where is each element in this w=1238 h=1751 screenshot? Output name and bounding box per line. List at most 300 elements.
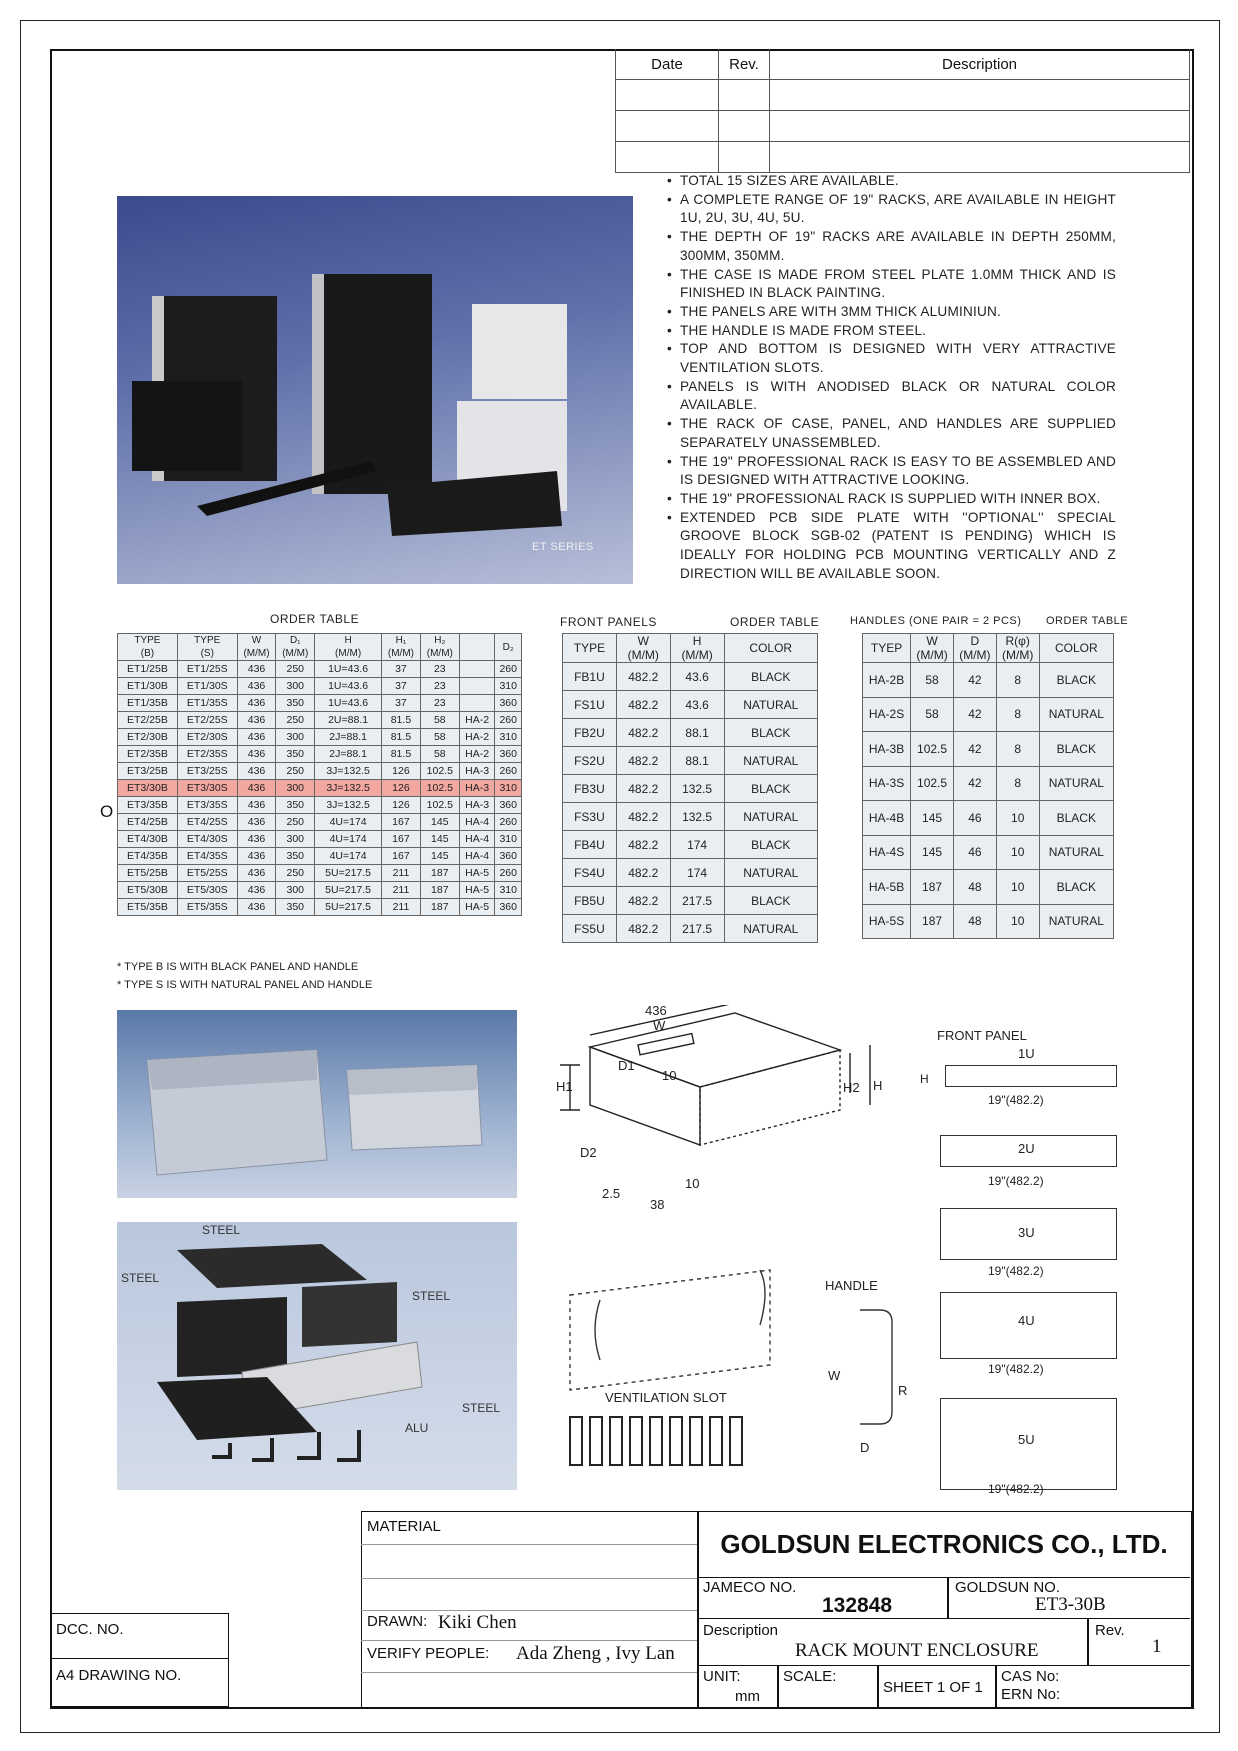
table-row: [118, 865, 522, 882]
table-cell: HA-2S: [863, 697, 911, 732]
table-cell: 482.2: [616, 691, 670, 719]
table-cell: ET5/35S: [177, 899, 237, 916]
table-cell: 2U=88.1: [315, 712, 382, 729]
table-cell: 37: [382, 695, 421, 712]
dim-38: 38: [650, 1197, 665, 1212]
panel-label-4u: 4U: [1018, 1313, 1035, 1328]
table-cell: 10: [996, 904, 1039, 939]
table-row: [863, 904, 1114, 939]
panel-width-1u: 19"(482.2): [988, 1093, 1044, 1107]
table-cell: 360: [495, 848, 522, 865]
table-cell: BLACK: [1039, 732, 1113, 767]
table-cell: ET5/30S: [177, 882, 237, 899]
table-cell: 260: [495, 763, 522, 780]
table-cell: 2J=88.1: [315, 729, 382, 746]
table-cell: ET5/35B: [118, 899, 178, 916]
table-cell: ET2/30S: [177, 729, 237, 746]
table-cell: 217.5: [670, 915, 724, 943]
table-cell: ET5/30B: [118, 882, 178, 899]
table-cell: HA-2: [459, 729, 495, 746]
table-row: [118, 746, 522, 763]
table-cell: ET4/30S: [177, 831, 237, 848]
table-cell: HA-4S: [863, 835, 911, 870]
table-cell: NATURAL: [724, 803, 817, 831]
table-cell: 132.5: [670, 803, 724, 831]
table-cell: 3J=132.5: [315, 780, 382, 797]
goldsun-number: ET3-30B: [1035, 1594, 1106, 1615]
table-cell: 260: [495, 814, 522, 831]
goldsun-label: GOLDSUN NO.: [955, 1579, 1061, 1596]
table-cell: ET5/25B: [118, 865, 178, 882]
table-cell: ET3/35B: [118, 797, 178, 814]
table-cell: 81.5: [382, 729, 421, 746]
table-cell: 482.2: [616, 859, 670, 887]
table-cell: 8: [996, 663, 1039, 698]
panel-label-5u: 5U: [1018, 1432, 1035, 1447]
handle-title: HANDLE: [825, 1278, 878, 1293]
table-row: [118, 899, 522, 916]
table-cell: 436: [237, 848, 276, 865]
table-cell: 211: [382, 899, 421, 916]
table-cell: 482.2: [616, 719, 670, 747]
handle-r: R: [898, 1383, 908, 1398]
table-cell: ET2/35B: [118, 746, 178, 763]
feature-item: • THE PANELS ARE WITH 3MM THICK ALUMINIUN.: [680, 303, 1116, 322]
feature-item: • PANELS IS WITH ANODISED BLACK OR NATURAL COLOR AVAILABLE.: [680, 378, 1116, 415]
handles-header: W (M/M): [911, 634, 954, 663]
dim-d1: D1: [618, 1058, 635, 1073]
order-table: [117, 633, 522, 916]
table-cell: HA-4: [459, 848, 495, 865]
dim-h: H: [873, 1078, 883, 1093]
table-cell: 187: [911, 870, 954, 905]
table-cell: 250: [276, 712, 315, 729]
table-row: [118, 661, 522, 678]
company-name: GOLDSUN ELECTRONICS CO., LTD.: [720, 1529, 1168, 1559]
rev-description-header: Description: [770, 49, 1190, 80]
table-cell: FS3U: [563, 803, 617, 831]
table-cell: 211: [382, 865, 421, 882]
table-cell: FB1U: [563, 663, 617, 691]
inner-box-illustration: [117, 1010, 517, 1198]
table-cell: 360: [495, 695, 522, 712]
table-cell: 482.2: [616, 663, 670, 691]
dcc-label: DCC. NO.: [56, 1621, 124, 1638]
table-cell: 174: [670, 831, 724, 859]
dim-10b: 10: [685, 1176, 700, 1191]
table-cell: HA-5: [459, 865, 495, 882]
table-cell: 8: [996, 732, 1039, 767]
table-cell: 250: [276, 661, 315, 678]
table-row: [563, 915, 818, 943]
dim-d2: D2: [580, 1145, 597, 1160]
table-cell: 3J=132.5: [315, 797, 382, 814]
table-cell: 8: [996, 697, 1039, 732]
table-cell: 167: [382, 814, 421, 831]
table-cell: 310: [495, 678, 522, 695]
panel-label-2u: 2U: [1018, 1141, 1035, 1156]
table-row: [118, 780, 522, 797]
table-cell: FB3U: [563, 775, 617, 803]
handles-header: R(φ) (M/M): [996, 634, 1039, 663]
table-cell: BLACK: [1039, 801, 1113, 836]
table-cell: FB2U: [563, 719, 617, 747]
table-cell: 250: [276, 814, 315, 831]
table-cell: ET1/30B: [118, 678, 178, 695]
table-cell: 43.6: [670, 663, 724, 691]
table-cell: 58: [911, 663, 954, 698]
feature-item: • THE 19" PROFESSIONAL RACK IS EASY TO BE ASSEMBLED AND IS DESIGNED WITH ATTRACTIVE LOOKING.: [680, 453, 1116, 490]
table-cell: 482.2: [616, 887, 670, 915]
table-cell: 58: [911, 697, 954, 732]
table-cell: 482.2: [616, 915, 670, 943]
table-cell: 23: [420, 678, 459, 695]
table-cell: NATURAL: [724, 915, 817, 943]
table-row: [563, 775, 818, 803]
table-cell: 145: [420, 848, 459, 865]
drawn-by: Kiki Chen: [438, 1612, 517, 1633]
rev-label: Rev.: [1095, 1622, 1125, 1639]
table-cell: 1U=43.6: [315, 661, 382, 678]
table-cell: HA-4: [459, 814, 495, 831]
table-cell: 42: [953, 697, 996, 732]
photo-caption: ET SERIES: [532, 541, 594, 553]
table-cell: ET2/30B: [118, 729, 178, 746]
table-row: [118, 848, 522, 865]
table-cell: 58: [420, 729, 459, 746]
order-table-header: [459, 634, 495, 661]
table-cell: 88.1: [670, 719, 724, 747]
table-cell: 126: [382, 797, 421, 814]
handle-d: D: [860, 1440, 870, 1455]
order-table-header: D₁ (M/M): [276, 634, 315, 661]
table-cell: 102.5: [420, 780, 459, 797]
table-cell: 4U=174: [315, 848, 382, 865]
table-cell: BLACK: [724, 719, 817, 747]
table-cell: ET3/35S: [177, 797, 237, 814]
verify-by: Ada Zheng , Ivy Lan: [516, 1643, 675, 1664]
dim-10a: 10: [662, 1068, 677, 1083]
sheet-number: SHEET 1 OF 1: [883, 1679, 983, 1696]
inner-box-photo: [117, 1010, 517, 1198]
front-panels-header: COLOR: [724, 634, 817, 663]
table-cell: 167: [382, 848, 421, 865]
table-cell: 5U=217.5: [315, 882, 382, 899]
table-cell: ET4/35B: [118, 848, 178, 865]
front-panels-header: TYPE: [563, 634, 617, 663]
front-panels-header: H (M/M): [670, 634, 724, 663]
table-cell: HA-3: [459, 780, 495, 797]
table-cell: HA-2: [459, 746, 495, 763]
table-cell: ET4/25B: [118, 814, 178, 831]
table-cell: 310: [495, 780, 522, 797]
table-cell: HA-5S: [863, 904, 911, 939]
table-cell: ET4/25S: [177, 814, 237, 831]
table-cell: 81.5: [382, 712, 421, 729]
table-cell: 350: [276, 797, 315, 814]
table-cell: [459, 661, 495, 678]
table-cell: HA-3S: [863, 766, 911, 801]
table-row: [563, 887, 818, 915]
order-note-s: * TYPE S IS WITH NATURAL PANEL AND HANDLE: [117, 979, 373, 991]
table-cell: ET2/35S: [177, 746, 237, 763]
table-cell: 145: [420, 831, 459, 848]
table-cell: FS2U: [563, 747, 617, 775]
ventilation-label: VENTILATION SLOT: [605, 1390, 727, 1405]
table-cell: HA-5B: [863, 870, 911, 905]
table-cell: 436: [237, 899, 276, 916]
table-cell: NATURAL: [724, 691, 817, 719]
table-cell: 4U=174: [315, 814, 382, 831]
order-table-header: D₂: [495, 634, 522, 661]
table-cell: HA-3: [459, 763, 495, 780]
table-cell: 300: [276, 831, 315, 848]
table-cell: 260: [495, 712, 522, 729]
table-cell: 42: [953, 766, 996, 801]
table-cell: 1U=43.6: [315, 678, 382, 695]
description-label: Description: [703, 1622, 779, 1639]
panel-width-4u: 19"(482.2): [988, 1362, 1044, 1376]
table-cell: 174: [670, 859, 724, 887]
table-cell: HA-3B: [863, 732, 911, 767]
front-panels-title: FRONT PANELS: [560, 615, 657, 629]
table-cell: 4U=174: [315, 831, 382, 848]
order-table-header: H₁ (M/M): [382, 634, 421, 661]
description-value: RACK MOUNT ENCLOSURE: [795, 1640, 1039, 1661]
table-cell: 436: [237, 882, 276, 899]
table-cell: 58: [420, 746, 459, 763]
unit-label: UNIT:: [703, 1668, 741, 1685]
order-table-header: TYPE (B): [118, 634, 178, 661]
table-cell: BLACK: [1039, 870, 1113, 905]
table-cell: HA-5: [459, 882, 495, 899]
table-row: [118, 712, 522, 729]
table-cell: 102.5: [911, 766, 954, 801]
feature-item: • THE HANDLE IS MADE FROM STEEL.: [680, 322, 1116, 341]
table-cell: [459, 678, 495, 695]
table-cell: 360: [495, 899, 522, 916]
table-cell: 350: [276, 746, 315, 763]
dim-2-5: 2.5: [602, 1186, 621, 1201]
table-cell: 436: [237, 729, 276, 746]
table-row: [863, 870, 1114, 905]
table-cell: 10: [996, 801, 1039, 836]
table-cell: 436: [237, 814, 276, 831]
table-row: [563, 663, 818, 691]
table-cell: FS1U: [563, 691, 617, 719]
table-row: [118, 797, 522, 814]
table-cell: NATURAL: [724, 747, 817, 775]
table-cell: 58: [420, 712, 459, 729]
table-cell: 250: [276, 865, 315, 882]
handles-header: D (M/M): [953, 634, 996, 663]
jameco-number: 132848: [822, 1594, 893, 1617]
table-cell: 46: [953, 801, 996, 836]
table-cell: 436: [237, 712, 276, 729]
panel-width-2u: 19"(482.2): [988, 1174, 1044, 1188]
table-cell: BLACK: [724, 663, 817, 691]
dim-h1: H1: [556, 1079, 573, 1094]
feature-list: [666, 172, 1116, 583]
table-cell: NATURAL: [1039, 697, 1113, 732]
table-row: [118, 695, 522, 712]
table-cell: HA-5: [459, 899, 495, 916]
table-cell: 436: [237, 831, 276, 848]
table-cell: BLACK: [724, 831, 817, 859]
table-cell: 300: [276, 780, 315, 797]
table-row: [563, 803, 818, 831]
table-cell: NATURAL: [1039, 904, 1113, 939]
table-row: [118, 831, 522, 848]
front-panel-h-label: H: [920, 1072, 929, 1086]
table-cell: 482.2: [616, 803, 670, 831]
table-row: [118, 678, 522, 695]
table-cell: 37: [382, 661, 421, 678]
order-table-header: TYPE (S): [177, 634, 237, 661]
table-cell: ET3/30S: [177, 780, 237, 797]
feature-item: • THE DEPTH OF 19" RACKS ARE AVAILABLE IN DEPTH 250MM, 300MM, 350MM.: [680, 228, 1116, 265]
table-cell: 81.5: [382, 746, 421, 763]
table-cell: 436: [237, 797, 276, 814]
panel-label-1u: 1U: [1018, 1046, 1035, 1061]
table-cell: 211: [382, 882, 421, 899]
order-note-b: * TYPE B IS WITH BLACK PANEL AND HANDLE: [117, 961, 359, 973]
order-table-header: W (M/M): [237, 634, 276, 661]
table-cell: 482.2: [616, 775, 670, 803]
table-cell: 482.2: [616, 831, 670, 859]
table-cell: ET1/35B: [118, 695, 178, 712]
front-panels-order-label: ORDER TABLE: [730, 615, 820, 629]
table-cell: NATURAL: [724, 859, 817, 887]
table-cell: 23: [420, 695, 459, 712]
table-cell: 436: [237, 746, 276, 763]
label-steel-top: STEEL: [202, 1223, 241, 1237]
order-table-header: H (M/M): [315, 634, 382, 661]
panel-width-3u: 19"(482.2): [988, 1264, 1044, 1278]
table-row: [563, 691, 818, 719]
table-cell: 436: [237, 695, 276, 712]
table-cell: 436: [237, 661, 276, 678]
table-cell: HA-2: [459, 712, 495, 729]
rack-enclosures-illustration: [117, 196, 633, 584]
table-cell: ET4/35S: [177, 848, 237, 865]
table-row: [863, 835, 1114, 870]
panel-label-3u: 3U: [1018, 1225, 1035, 1240]
rev-rev-header: Rev.: [719, 49, 770, 80]
table-cell: 260: [495, 661, 522, 678]
table-cell: ET4/30B: [118, 831, 178, 848]
table-cell: 126: [382, 780, 421, 797]
table-cell: NATURAL: [1039, 835, 1113, 870]
handles-title: HANDLES (ONE PAIR = 2 PCS): [850, 615, 1022, 627]
table-cell: ET3/25B: [118, 763, 178, 780]
table-cell: 102.5: [420, 763, 459, 780]
table-cell: 360: [495, 746, 522, 763]
order-table-title: ORDER TABLE: [270, 612, 360, 626]
table-cell: 145: [420, 814, 459, 831]
material-label: MATERIAL: [367, 1518, 441, 1535]
table-cell: 42: [953, 663, 996, 698]
handles-header: TYEP: [863, 634, 911, 663]
table-cell: 42: [953, 732, 996, 767]
table-row: [563, 859, 818, 887]
table-cell: HA-2B: [863, 663, 911, 698]
table-cell: 5U=217.5: [315, 865, 382, 882]
table-cell: 360: [495, 797, 522, 814]
table-row: [863, 801, 1114, 836]
enclosure-dimension-drawing: [550, 1005, 900, 1215]
table-row: [118, 763, 522, 780]
front-panels-table: [562, 633, 818, 943]
table-cell: 2J=88.1: [315, 746, 382, 763]
table-cell: ET3/30B: [118, 780, 178, 797]
scale-label: SCALE:: [783, 1668, 837, 1685]
table-cell: 436: [237, 678, 276, 695]
selected-row-marker: O: [100, 802, 114, 821]
table-cell: [459, 695, 495, 712]
feature-item: • THE 19" PROFESSIONAL RACK IS SUPPLIED WITH INNER BOX.: [680, 490, 1116, 509]
label-steel-left: STEEL: [121, 1271, 160, 1285]
table-cell: 23: [420, 661, 459, 678]
table-cell: 482.2: [616, 747, 670, 775]
assembly-photo: [117, 1222, 517, 1490]
front-panel-1u: [945, 1065, 1117, 1087]
table-cell: FS4U: [563, 859, 617, 887]
unit-value: mm: [735, 1688, 760, 1705]
table-cell: 436: [237, 780, 276, 797]
table-cell: HA-4: [459, 831, 495, 848]
table-cell: 10: [996, 870, 1039, 905]
table-cell: 3J=132.5: [315, 763, 382, 780]
table-row: [863, 697, 1114, 732]
table-cell: FS5U: [563, 915, 617, 943]
table-cell: 350: [276, 848, 315, 865]
table-cell: 102.5: [420, 797, 459, 814]
table-cell: ET2/25B: [118, 712, 178, 729]
table-cell: 350: [276, 695, 315, 712]
table-cell: ET5/25S: [177, 865, 237, 882]
table-cell: 260: [495, 865, 522, 882]
rev-value: 1: [1152, 1636, 1162, 1657]
table-cell: 145: [911, 835, 954, 870]
table-cell: BLACK: [724, 775, 817, 803]
dim-w-value: 436: [645, 1005, 667, 1018]
feature-item: • THE CASE IS MADE FROM STEEL PLATE 1.0MM THICK AND IS FINISHED IN BLACK PAINTING.: [680, 266, 1116, 303]
table-cell: 187: [911, 904, 954, 939]
table-cell: 310: [495, 729, 522, 746]
cas-label: CAS No:: [1001, 1668, 1060, 1685]
table-cell: 48: [953, 904, 996, 939]
table-cell: ET1/25S: [177, 661, 237, 678]
table-cell: NATURAL: [1039, 766, 1113, 801]
table-row: [863, 766, 1114, 801]
handles-table: [862, 633, 1114, 939]
table-cell: 46: [953, 835, 996, 870]
table-cell: ET1/30S: [177, 678, 237, 695]
table-cell: FB5U: [563, 887, 617, 915]
table-cell: ET1/25B: [118, 661, 178, 678]
table-cell: 8: [996, 766, 1039, 801]
table-cell: ET1/35S: [177, 695, 237, 712]
table-cell: 48: [953, 870, 996, 905]
handle-w: W: [828, 1368, 841, 1383]
table-cell: 310: [495, 882, 522, 899]
table-cell: 300: [276, 678, 315, 695]
table-cell: 310: [495, 831, 522, 848]
label-alu: ALU: [405, 1421, 429, 1435]
table-cell: HA-4B: [863, 801, 911, 836]
table-cell: 102.5: [911, 732, 954, 767]
